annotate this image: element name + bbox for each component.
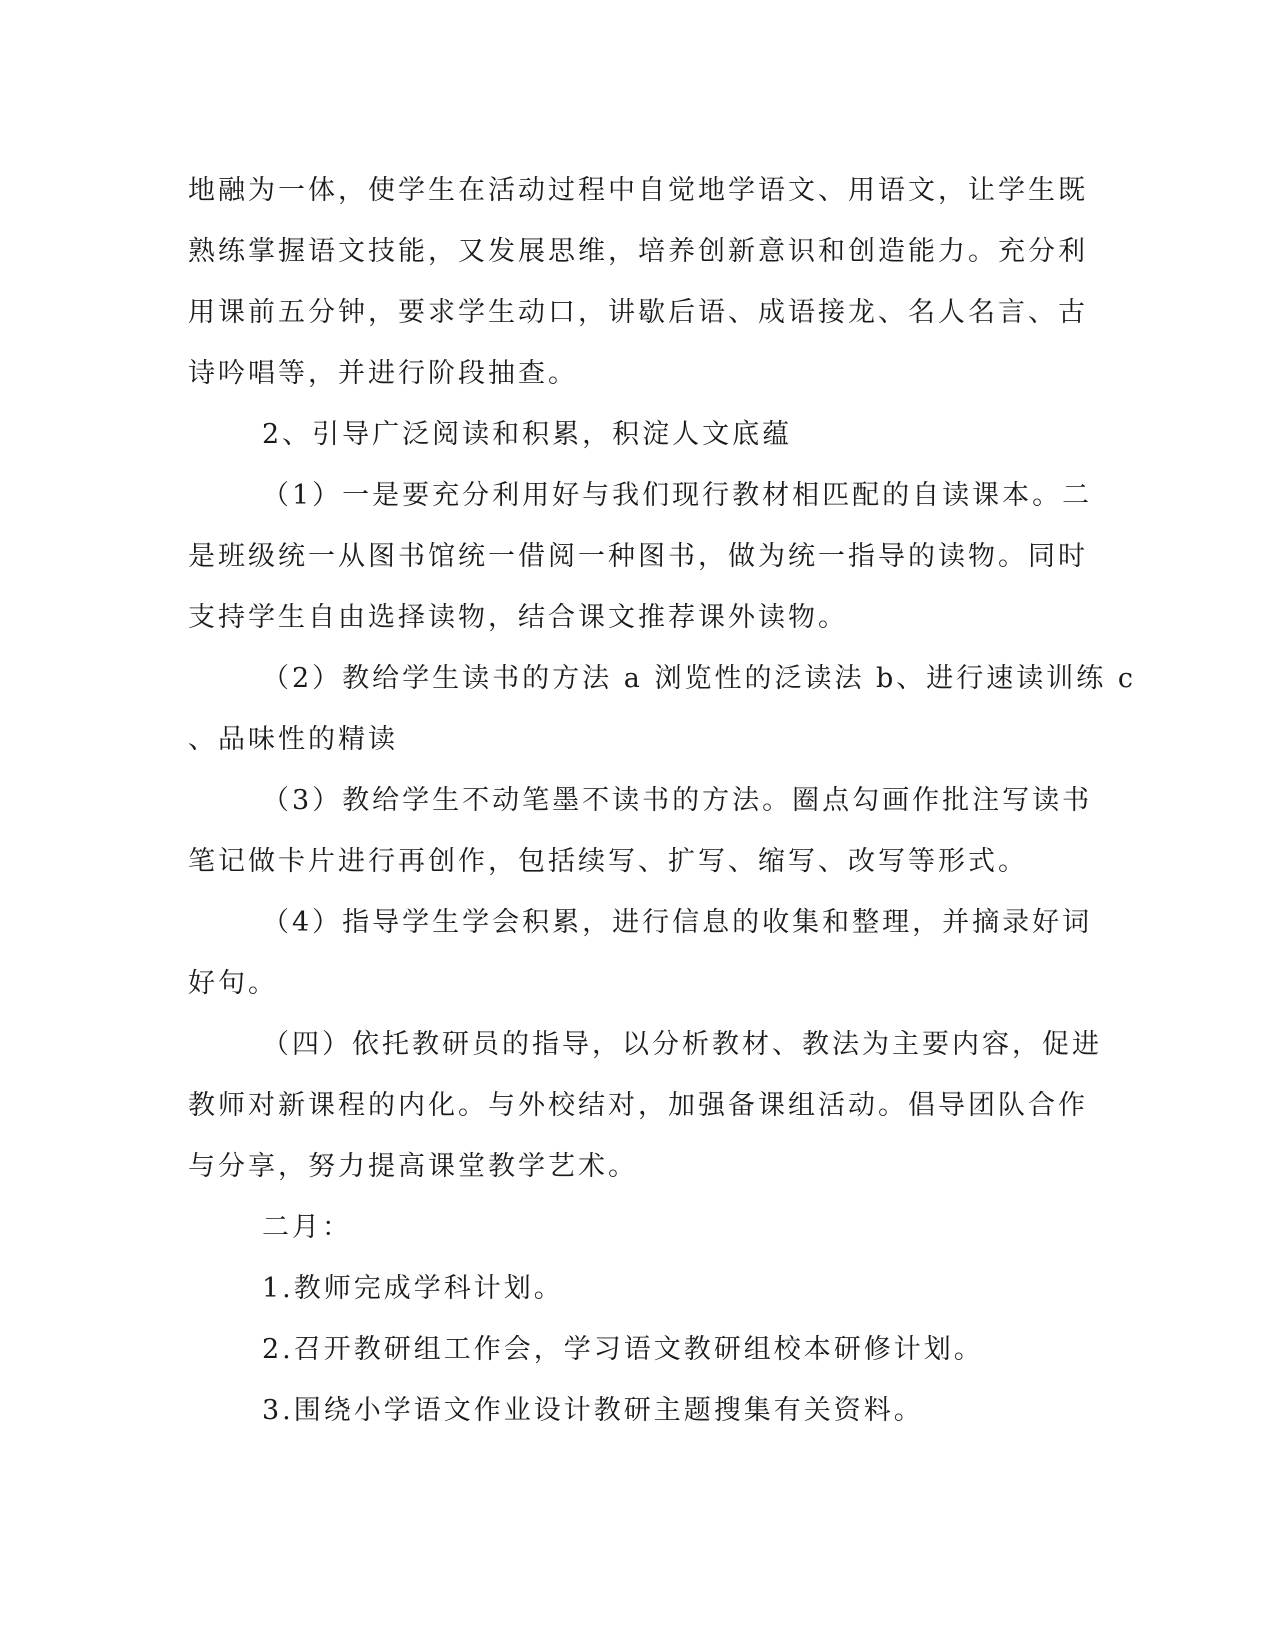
section-heading: 2、引导广泛阅读和积累，积淀人文底蕴 — [262, 419, 793, 450]
paragraph-line: 好句。 — [188, 968, 278, 999]
paragraph-line: （1）一是要充分利用好与我们现行教材相匹配的自读课本。二 — [262, 480, 1093, 511]
paragraph-line: 笔记做卡片进行再创作，包括续写、扩写、缩写、改写等形式。 — [188, 846, 1028, 877]
list-item: 2.召开教研组工作会，学习语文教研组校本研修计划。 — [262, 1334, 984, 1365]
paragraph-line: 用课前五分钟，要求学生动口，讲歇后语、成语接龙、名人名言、古 — [188, 297, 1088, 328]
paragraph-line: 、品味性的精读 — [188, 724, 398, 755]
paragraph-line: （4）指导学生学会积累，进行信息的收集和整理，并摘录好词 — [262, 907, 1093, 938]
list-item: 3.围绕小学语文作业设计教研主题搜集有关资料。 — [262, 1395, 924, 1426]
paragraph-line: 诗吟唱等，并进行阶段抽查。 — [188, 358, 578, 389]
paragraph-line: （3）教给学生不动笔墨不读书的方法。圈点勾画作批注写读书 — [262, 785, 1093, 816]
list-item: 1.教师完成学科计划。 — [262, 1273, 564, 1304]
paragraph-line: 支持学生自由选择读物，结合课文推荐课外读物。 — [188, 602, 848, 633]
month-heading: 二月： — [262, 1212, 352, 1243]
document-body — [188, 160, 1137, 1441]
paragraph-line: 教师对新课程的内化。与外校结对，加强备课组活动。倡导团队合作 — [188, 1090, 1088, 1121]
paragraph-line: （四）依托教研员的指导，以分析教材、教法为主要内容，促进 — [262, 1029, 1102, 1060]
paragraph-line: 与分享，努力提高课堂教学艺术。 — [188, 1151, 638, 1182]
paragraph-line: 地融为一体，使学生在活动过程中自觉地学语文、用语文，让学生既 — [188, 175, 1088, 206]
paragraph-line: （2）教给学生读书的方法 a 浏览性的泛读法 b、进行速读训练 c — [262, 663, 1137, 694]
paragraph-line: 熟练掌握语文技能，又发展思维，培养创新意识和创造能力。充分利 — [188, 236, 1088, 267]
paragraph-line: 是班级统一从图书馆统一借阅一种图书，做为统一指导的读物。同时 — [188, 541, 1088, 572]
